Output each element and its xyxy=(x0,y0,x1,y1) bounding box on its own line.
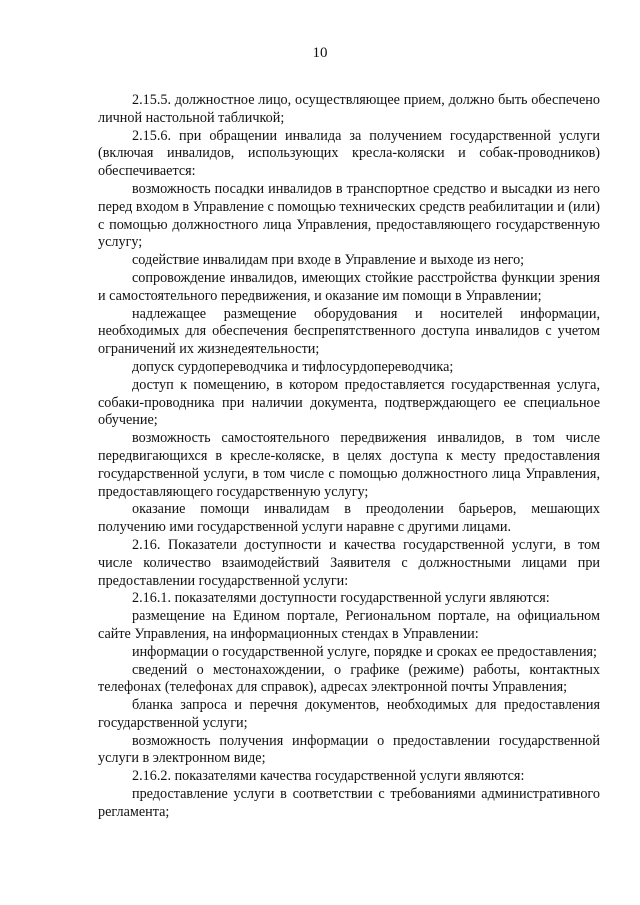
list-item-equipment-placement: надлежащее размещение оборудования и носителей информации, необходимых для обеспечения беспрепятственного доступа инвалидов с учетом ограничений их жизнедеятельности; xyxy=(98,305,600,358)
list-item-guide-dog: доступ к помещению, в котором предоставляется государственная услуга, собаки-проводника при наличии документа, подтверждающего ее специальное обучение; xyxy=(98,376,600,429)
list-item-regulation-compliance: предоставление услуги в соответствии с требованиями административного регламента; xyxy=(98,786,600,820)
list-item-sign-interpreter: допуск сурдопереводчика и тифлосурдопереводчика; xyxy=(132,358,454,375)
list-item-service-info: информации о государственной услуге, порядке и сроках ее предоставления; xyxy=(132,643,597,660)
document-body xyxy=(98,92,600,822)
page-number: 10 xyxy=(312,45,328,61)
list-item-barrier-help: оказание помощи инвалидам в преодолении барьеров, мешающих получению ими государственной услуги наравне с другими лицами. xyxy=(98,501,600,536)
paragraph-2-16: 2.16. Показатели доступности и качества государственной услуги, в том числе количество взаимодействий Заявителя с должностными лицами при предоставлении государственной услуги: xyxy=(98,536,600,589)
list-item-portal-placement: размещение на Едином портале, Региональном портале, на официальном сайте Управления, на информационных стендах в Управлении: xyxy=(98,608,600,642)
list-item-electronic-info: возможность получения информации о предоставлении государственной услуги в электронном виде; xyxy=(98,732,600,767)
list-item-entry-assistance: содействие инвалидам при входе в Управление и выходе из него; xyxy=(132,252,525,269)
paragraph-2-16-1: 2.16.1. показателями доступности государственной услуги являются: xyxy=(132,590,550,607)
list-item-independent-movement: возможность самостоятельного передвижения инвалидов, в том числе передвигающихся в кресле-коляске, в целях доступа к месту предоставления государственной услуги, в том числе с помощью должностного лица Управления, предоставляющего государственную услугу; xyxy=(98,430,600,500)
list-item-request-form: бланка запроса и перечня документов, необходимых для предоставления государственной услуги; xyxy=(98,697,600,731)
paragraph-2-16-2: 2.16.2. показателями качества государственной услуги являются: xyxy=(132,768,525,785)
paragraph-2-15-6: 2.15.6. при обращении инвалида за получением государственной услуги (включая инвалидов, использующих кресла-коляски и собак-проводников) обеспечивается: xyxy=(98,127,600,180)
paragraph-2-15-5: 2.15.5. должностное лицо, осуществляющее прием, должно быть обеспечено личной настольной табличкой; xyxy=(98,92,600,126)
list-item-vehicle-boarding: возможность посадки инвалидов в транспортное средство и высадки из него перед входом в Управление с помощью технических средств реабилитации и (или) с помощью должностного лица Управления, предоставляющего государственную услугу; xyxy=(98,180,600,251)
list-item-location-info: сведений о местонахождении, о графике (режиме) работы, контактных телефонах (телефонах для справок), адресах электронной почты Управления; xyxy=(98,661,600,696)
list-item-escort: сопровождение инвалидов, имеющих стойкие расстройства функции зрения и самостоятельного передвижения, и оказание им помощи в Управлении; xyxy=(98,269,600,304)
